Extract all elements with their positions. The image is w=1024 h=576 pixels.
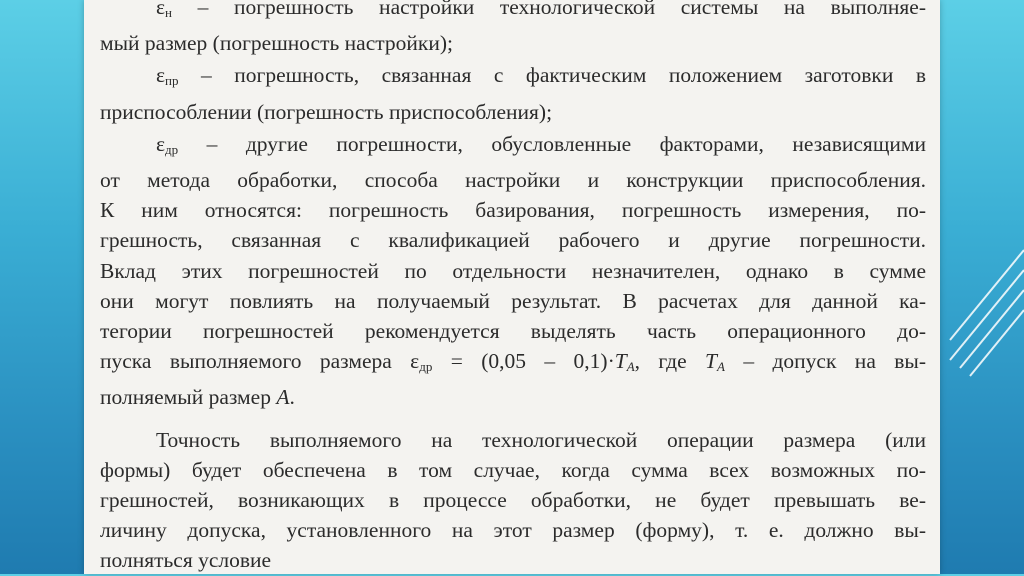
formula-prefix: пуска выполняемого размера [100, 349, 411, 374]
formula-suffix: – допуск на вы- [724, 349, 927, 374]
subscript: др [419, 359, 433, 375]
paragraph-epsilon-pr [100, 60, 926, 126]
epsilon-symbol: ε [410, 349, 420, 374]
paragraph-epsilon-n [100, 0, 926, 58]
subscript: A [717, 359, 725, 375]
document-page [84, 0, 940, 574]
text-line: К ним относятся: погрешность базирования, погрешность измерения, по- [100, 198, 926, 223]
document-text [100, 0, 926, 576]
text-line: от метода обработки, способа настройки и конструкции приспособления. [100, 168, 926, 193]
text-line: Вклад этих погрешностей по отдельности незначителен, однако в сумме [100, 258, 926, 283]
paragraph-epsilon-dr [100, 129, 926, 413]
text-line: они могут повлиять на получаемый результат. В расчетах для данной ка- [100, 288, 926, 313]
text-line: личину допуска, установленного на этот размер (форму), т. е. должно вы- [100, 518, 926, 543]
text-line: Точность выполняемого на технологической операции размера (или [156, 427, 926, 452]
subscript: пр [165, 73, 179, 89]
epsilon-symbol: ε [156, 0, 166, 19]
formula-line [100, 346, 926, 382]
text-line: грешность, связанная с квалификацией рабочего и другие погрешности. [100, 228, 926, 253]
paragraph-accuracy [100, 425, 926, 576]
text-line: полняться условие [100, 548, 272, 573]
text-line: грешностей, возникающих в процессе обработки, не будет превышать ве- [100, 488, 926, 513]
formula-mid2: , где [634, 349, 706, 374]
line-text: – другие погрешности, обусловленные факторами, независящими [178, 131, 926, 156]
text-line: мый размер (погрешность настройки); [100, 31, 454, 56]
text-line: формы) будет обеспечена в том случае, когда сумма всех возможных по- [100, 457, 926, 482]
text-line [100, 129, 926, 165]
text-line [100, 0, 926, 28]
formula-mid: = (0,05 – 0,1)· [432, 349, 615, 374]
epsilon-symbol: ε [156, 131, 166, 156]
text-line [100, 382, 926, 412]
text-line [100, 60, 926, 96]
tolerance-var: T [614, 349, 627, 374]
tolerance-var: T [705, 349, 718, 374]
line-text: – погрешность настройки технологической системы на выполняе- [172, 0, 926, 19]
subscript: н [165, 5, 172, 20]
line-text: – погрешность, связанная с фактическим положением заготовки в [178, 63, 926, 88]
subscript: A [626, 359, 635, 375]
epsilon-symbol: ε [156, 63, 166, 88]
line-text: . [289, 385, 295, 410]
subscript: др [165, 141, 179, 157]
size-var: A [276, 385, 290, 410]
text-line: тегории погрешностей рекомендуется выделять часть операционного до- [100, 319, 926, 344]
line-text: полняемый размер [100, 385, 277, 410]
text-line: приспособлении (погрешность приспособления); [100, 99, 553, 124]
